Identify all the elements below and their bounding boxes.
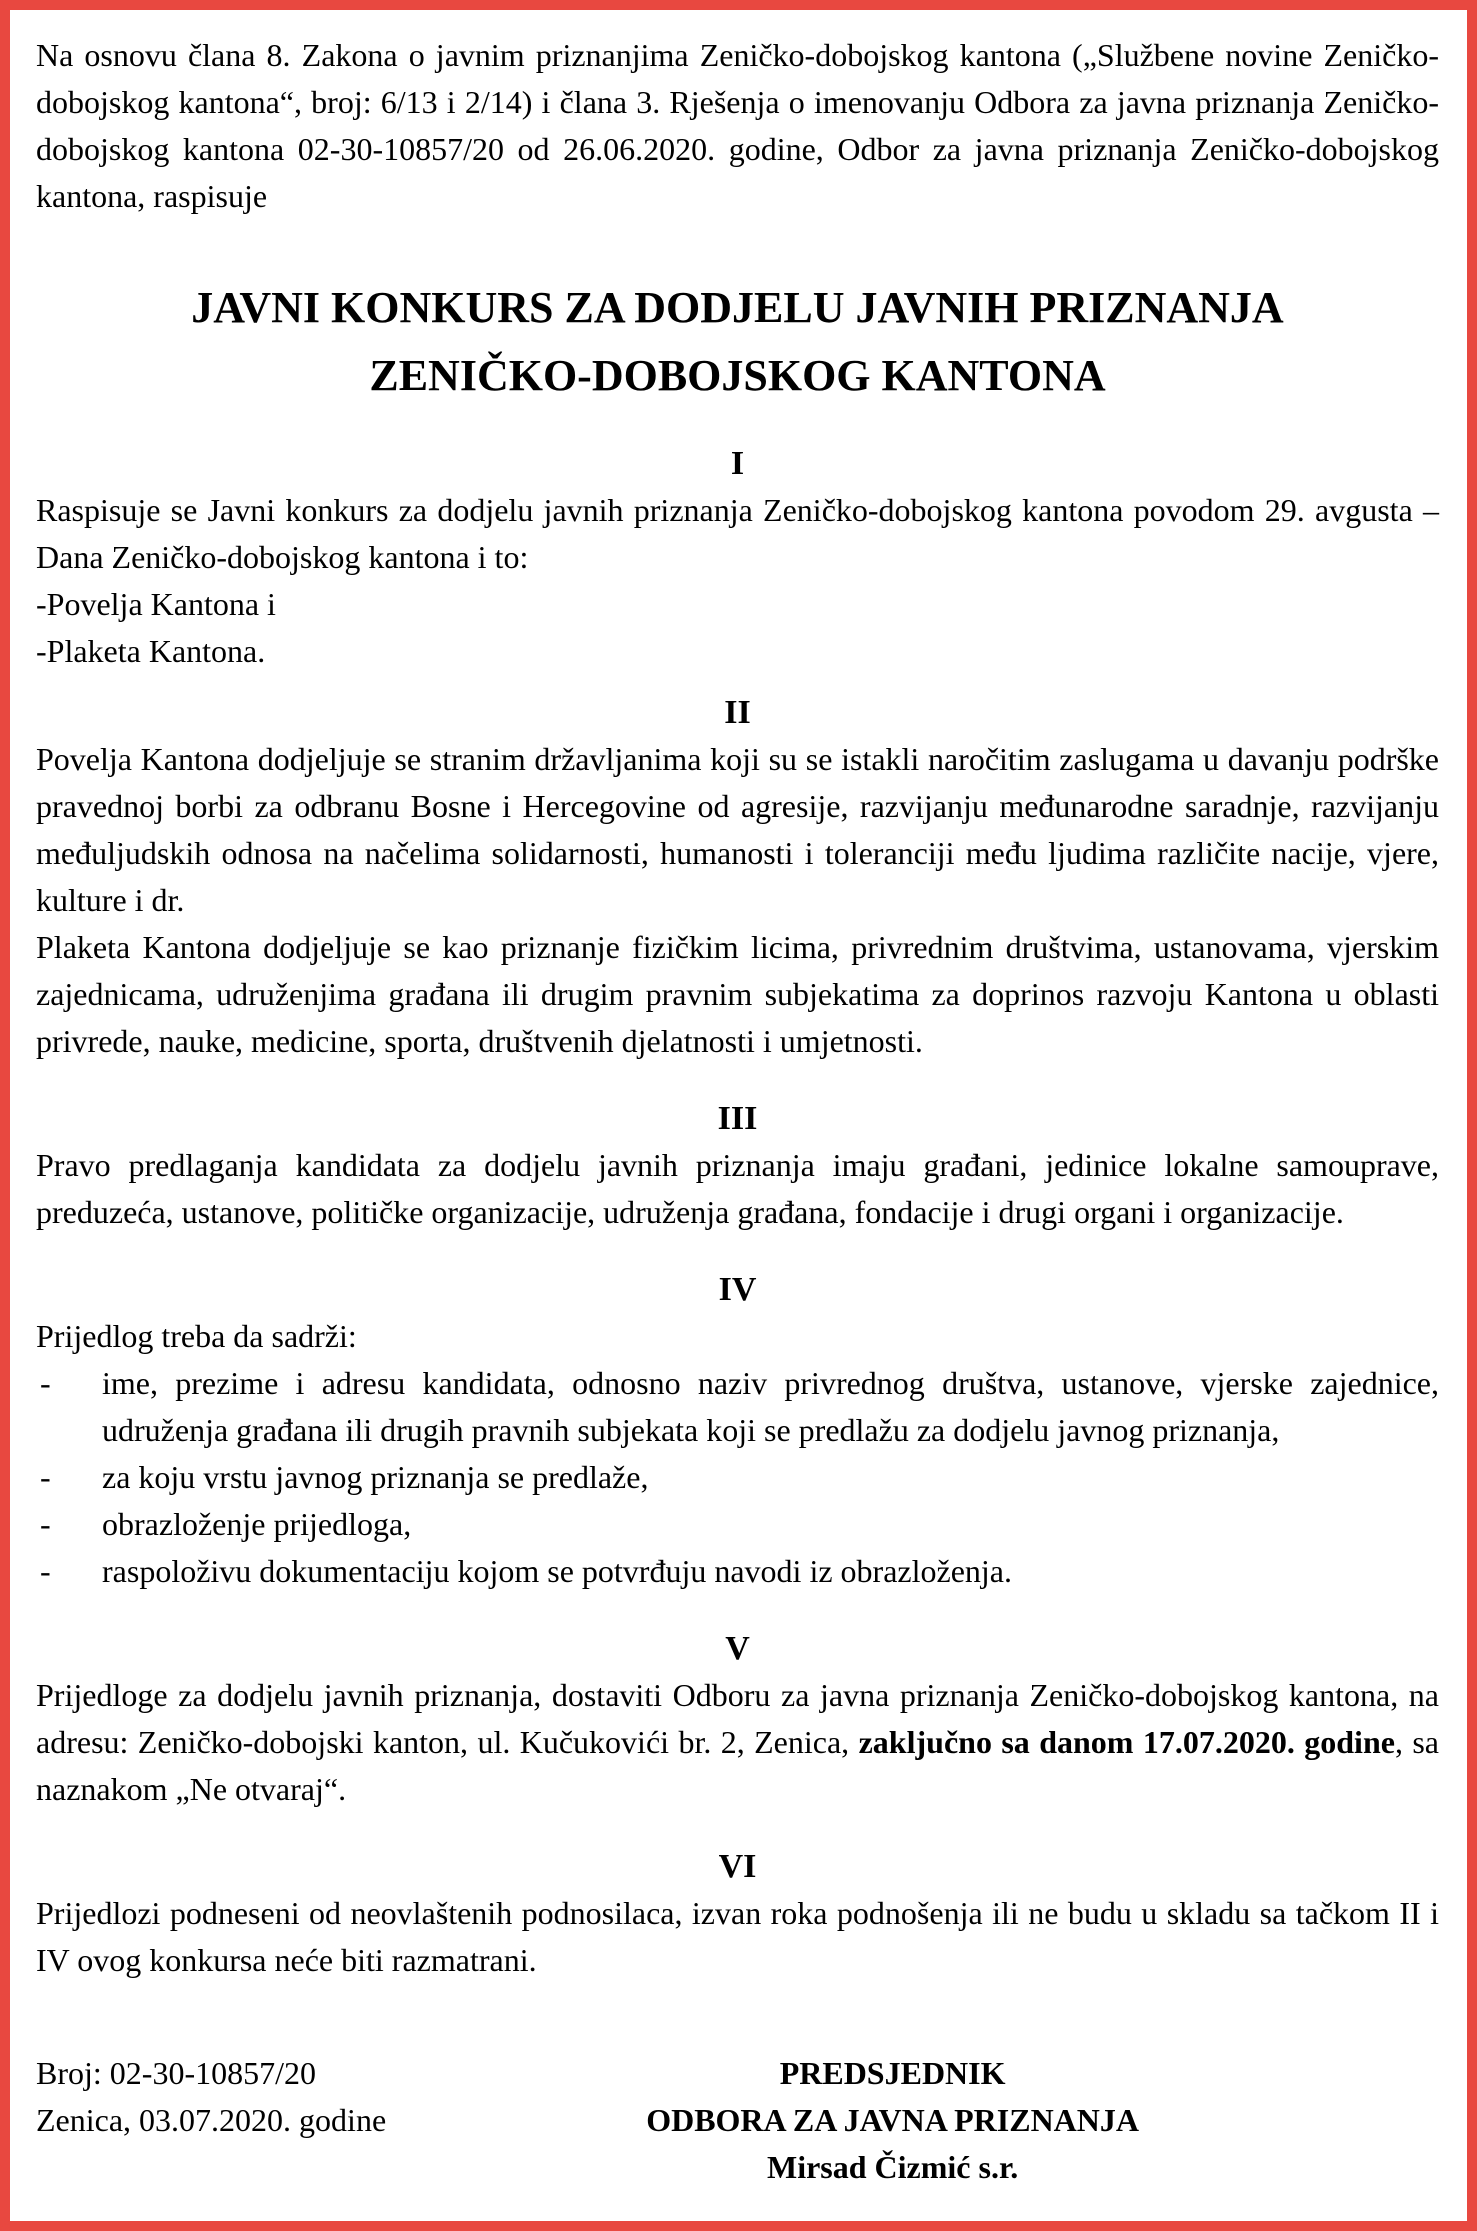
section-4-lead: Prijedlog treba da sadrži:	[36, 1318, 357, 1354]
award-line-plaketa: -Plaketa Kantona.	[36, 633, 266, 669]
section-1-paragraph: Raspisuje se Javni konkurs za dodjelu javnih priznanja Zeničko-dobojskog kantona povodom 29. avgusta – Dana Zeničko-dobojskog kantona i to:	[36, 492, 1439, 575]
list-item-text: za koju vrstu javnog priznanja se predlaže,	[102, 1459, 649, 1495]
list-item	[36, 1360, 1439, 1454]
section-6-paragraph: Prijedlozi podneseni od neovlaštenih podnosilaca, izvan roka podnošenja ili ne budu u skladu sa tačkom II i IV ovog konkursa neće biti razmatrani.	[36, 1895, 1439, 1978]
section-heading-5: V	[725, 1630, 750, 1667]
section-5-text-closing: , sa naznakom „Ne otvaraj“.	[36, 1724, 1440, 1807]
document-title: JAVNI KONKURS ZA DODJELU JAVNIH PRIZNANJA ZENIČKO-DOBOJSKOG KANTONA	[191, 283, 1284, 400]
reference-number: Broj: 02-30-10857/20	[36, 2055, 316, 2091]
intro-paragraph: Na osnovu člana 8. Zakona o javnim priznanjima Zeničko-dobojskog kantona („Službene novine Zeničko-dobojskog kantona“, broj: 6/13 i 2/14) i člana 3. Rješenja o imenovanju Odbora za javna priznanja Zeničko-dobojskog kantona 02-30-10857/20 od 26.06.2020. godine, Odbor za javna priznanja Zeničko-dobojskog kantona, raspisuje	[36, 37, 1439, 214]
footer-reference-block	[36, 2050, 386, 2191]
list-item	[36, 1501, 1439, 1548]
section-2-paragraph-povelja: Povelja Kantona dodjeljuje se stranim državljanima koji su se istakli naročitim zaslugama u davanju podrške pravednoj borbi za odbranu Bosne i Hercegovine od agresije, razvijanju međunarodne saradnje, razvijanju međuljudskih odnosa na načelima solidarnosti, humanosti i toleranciji među ljudima različite nacije, vjere, kulture i dr.	[36, 741, 1439, 918]
section-heading-6: VI	[718, 1848, 757, 1885]
list-item-text: obrazloženje prijedloga,	[102, 1506, 412, 1542]
section-2-paragraph-plaketa: Plaketa Kantona dodjeljuje se kao priznanje fizičkim licima, privrednim društvima, ustanovama, vjerskim zajednicama, udruženjima građana ili drugim pravnim subjekatima za doprinos razvoju Kantona u oblasti privrede, nauke, medicine, sporta, društvenih djelatnosti i umjetnosti.	[36, 929, 1439, 1059]
place-and-date: Zenica, 03.07.2020. godine	[36, 2102, 387, 2138]
signature-name: Mirsad Čizmić s.r.	[766, 2149, 1019, 2185]
section-heading-1: I	[730, 445, 745, 482]
section-5-deadline-bold: zaključno sa danom 17.07.2020. godine	[858, 1724, 1395, 1760]
list-item-text: ime, prezime i adresu kandidata, odnosno naziv privrednog društva, ustanove, vjerske zajednice, udruženja građana ili drugih pravnih subjekata koji se predlažu za dodjelu javnog priznanja,	[102, 1365, 1439, 1448]
section-5-text-normal: Prijedloge za dodjelu javnih priznanja, dostaviti Odboru za javna priznanja Zeničko-dobojskog kantona, na adresu: Zeničko-dobojski kanton, ul. Kučukovići br. 2, Zenica,	[36, 1677, 1439, 1760]
award-line-povelja: -Povelja Kantona i	[36, 586, 276, 622]
section-heading-4: IV	[718, 1271, 757, 1308]
signature-block	[646, 2050, 1139, 2191]
list-item	[36, 1548, 1439, 1595]
section-5-paragraph	[36, 1672, 1439, 1813]
bullet-dash: -	[40, 1553, 51, 1589]
bullet-dash: -	[40, 1365, 51, 1401]
section-heading-2: II	[724, 694, 751, 731]
section-3-paragraph: Pravo predlaganja kandidata za dodjelu javnih priznanja imaju građani, jedinice lokalne samouprave, preduzeća, ustanove, političke organizacije, udruženja građana, fondacije i drugi organi i organizacije.	[36, 1147, 1439, 1230]
bullet-dash: -	[40, 1459, 51, 1495]
list-item	[36, 1454, 1439, 1501]
bullet-dash: -	[40, 1506, 51, 1542]
signature-title: PREDSJEDNIK	[779, 2055, 1006, 2091]
document-footer	[36, 2050, 1439, 2191]
list-item-text: raspoloživu dokumentaciju kojom se potvrđuju navodi iz obrazloženja.	[102, 1553, 1012, 1589]
section-heading-3: III	[717, 1100, 758, 1137]
signature-organization: ODBORA ZA JAVNA PRIZNANJA	[646, 2102, 1139, 2138]
